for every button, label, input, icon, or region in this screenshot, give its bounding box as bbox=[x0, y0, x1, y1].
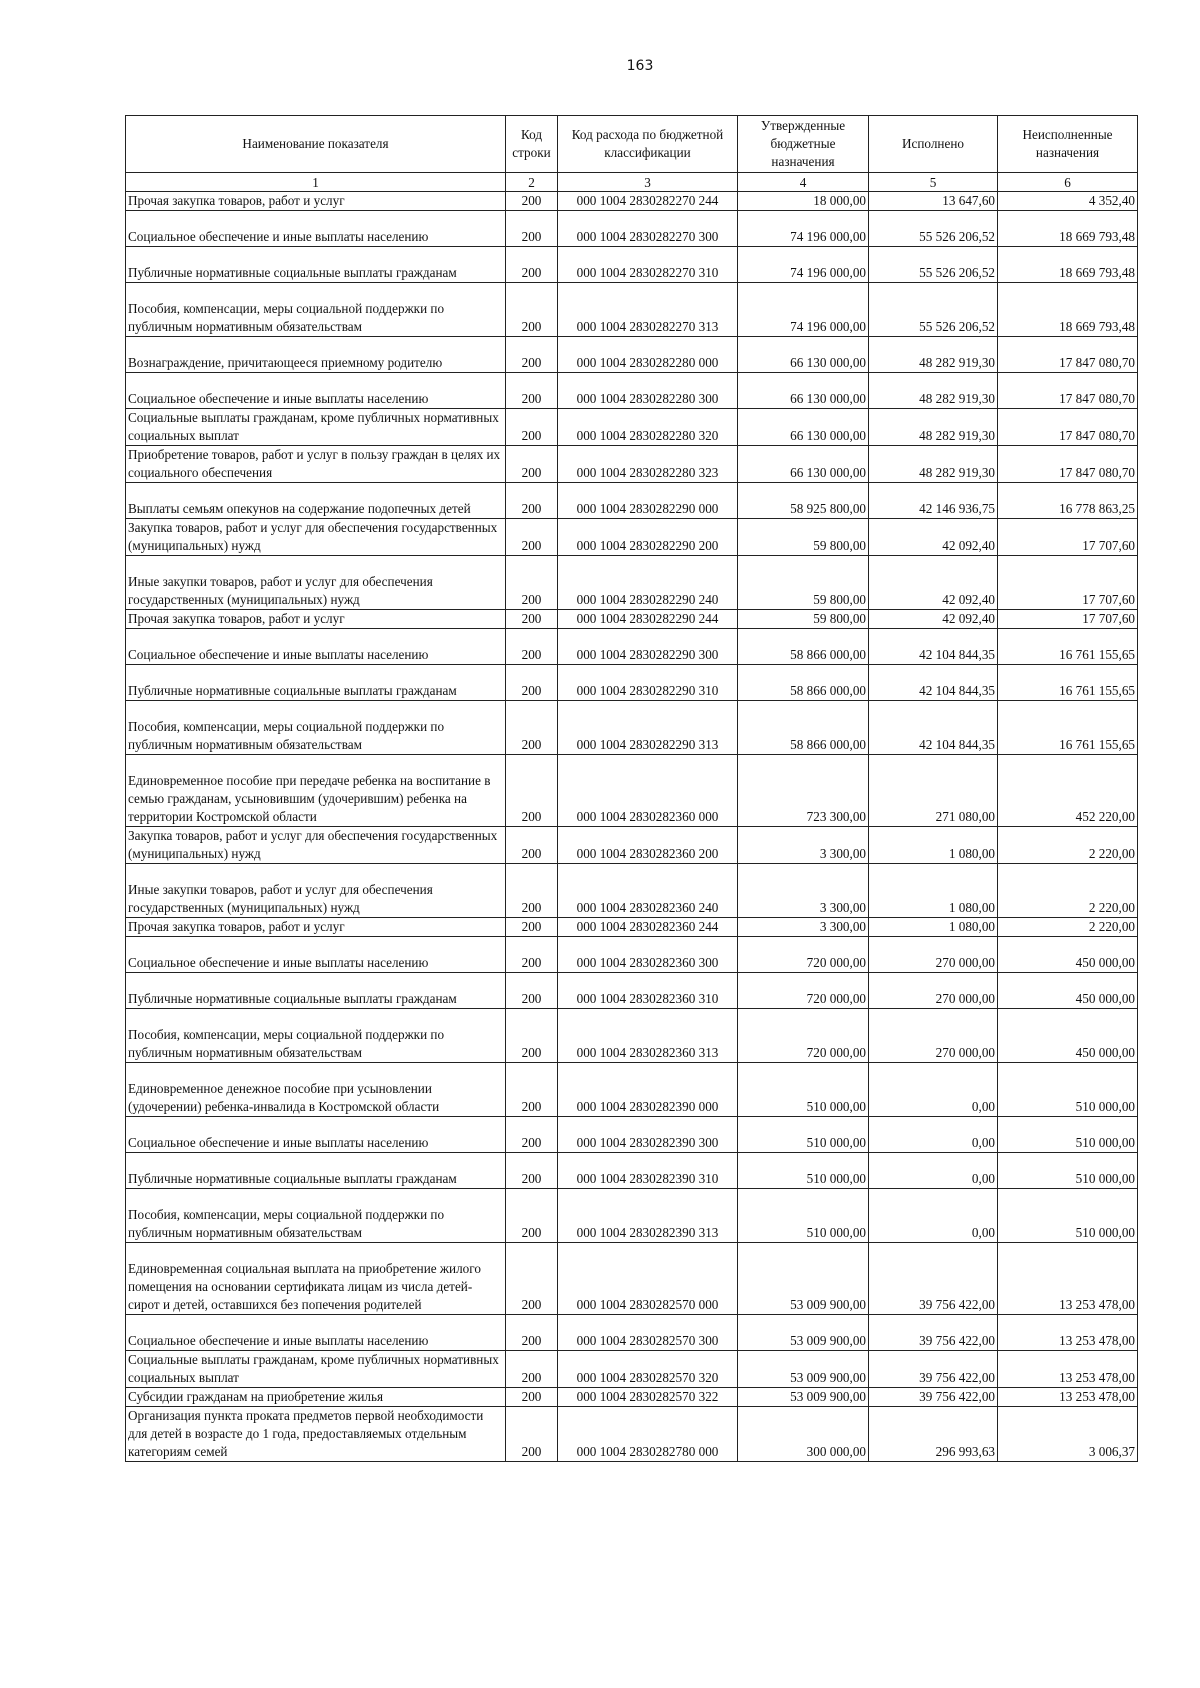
table-row bbox=[126, 973, 1138, 1009]
row-approved: 3 300,00 bbox=[738, 864, 869, 918]
row-name: Социальное обеспечение и иные выплаты населению bbox=[126, 211, 506, 247]
row-line-code: 200 bbox=[506, 192, 558, 211]
row-classification-code: 000 1004 2830282360 300 bbox=[558, 937, 738, 973]
row-classification-code: 000 1004 2830282270 244 bbox=[558, 192, 738, 211]
row-executed: 48 282 919,30 bbox=[869, 337, 998, 373]
column-number: 5 bbox=[869, 173, 998, 192]
row-name: Социальное обеспечение и иные выплаты населению bbox=[126, 1117, 506, 1153]
row-unexecuted: 18 669 793,48 bbox=[998, 283, 1138, 337]
row-approved: 66 130 000,00 bbox=[738, 373, 869, 409]
row-unexecuted: 13 253 478,00 bbox=[998, 1243, 1138, 1315]
row-approved: 53 009 900,00 bbox=[738, 1315, 869, 1351]
row-name: Социальное обеспечение и иные выплаты населению bbox=[126, 373, 506, 409]
row-executed: 0,00 bbox=[869, 1063, 998, 1117]
table-row bbox=[126, 283, 1138, 337]
row-classification-code: 000 1004 2830282270 300 bbox=[558, 211, 738, 247]
row-line-code: 200 bbox=[506, 701, 558, 755]
row-approved: 59 800,00 bbox=[738, 556, 869, 610]
header-executed: Исполнено bbox=[869, 116, 998, 173]
column-number: 2 bbox=[506, 173, 558, 192]
table-row bbox=[126, 519, 1138, 556]
row-unexecuted: 510 000,00 bbox=[998, 1189, 1138, 1243]
table-row bbox=[126, 1388, 1138, 1407]
row-executed: 42 104 844,35 bbox=[869, 701, 998, 755]
row-name: Социальное обеспечение и иные выплаты населению bbox=[126, 1315, 506, 1351]
row-approved: 74 196 000,00 bbox=[738, 211, 869, 247]
row-line-code: 200 bbox=[506, 1117, 558, 1153]
row-executed: 0,00 bbox=[869, 1117, 998, 1153]
table-row bbox=[126, 1315, 1138, 1351]
row-name: Пособия, компенсации, меры социальной поддержки по публичным нормативным обязательствам bbox=[126, 701, 506, 755]
row-name: Закупка товаров, работ и услуг для обеспечения государственных (муниципальных) нужд bbox=[126, 827, 506, 864]
row-executed: 42 092,40 bbox=[869, 610, 998, 629]
row-executed: 39 756 422,00 bbox=[869, 1388, 998, 1407]
row-classification-code: 000 1004 2830282390 300 bbox=[558, 1117, 738, 1153]
row-unexecuted: 18 669 793,48 bbox=[998, 211, 1138, 247]
row-classification-code: 000 1004 2830282280 000 bbox=[558, 337, 738, 373]
row-classification-code: 000 1004 2830282360 313 bbox=[558, 1009, 738, 1063]
row-name: Приобретение товаров, работ и услуг в пользу граждан в целях их социального обеспечения bbox=[126, 446, 506, 483]
header-approved: Утвержденные бюджетные назначения bbox=[738, 116, 869, 173]
row-line-code: 200 bbox=[506, 864, 558, 918]
row-executed: 48 282 919,30 bbox=[869, 373, 998, 409]
row-line-code: 200 bbox=[506, 373, 558, 409]
row-unexecuted: 450 000,00 bbox=[998, 1009, 1138, 1063]
row-name: Публичные нормативные социальные выплаты гражданам bbox=[126, 247, 506, 283]
row-line-code: 200 bbox=[506, 629, 558, 665]
row-unexecuted: 16 761 155,65 bbox=[998, 701, 1138, 755]
table-row bbox=[126, 247, 1138, 283]
row-approved: 723 300,00 bbox=[738, 755, 869, 827]
row-classification-code: 000 1004 2830282570 000 bbox=[558, 1243, 738, 1315]
row-unexecuted: 3 006,37 bbox=[998, 1407, 1138, 1462]
row-line-code: 200 bbox=[506, 247, 558, 283]
row-line-code: 200 bbox=[506, 211, 558, 247]
row-unexecuted: 2 220,00 bbox=[998, 864, 1138, 918]
row-executed: 55 526 206,52 bbox=[869, 283, 998, 337]
row-unexecuted: 510 000,00 bbox=[998, 1063, 1138, 1117]
header-line-code: Код строки bbox=[506, 116, 558, 173]
row-approved: 510 000,00 bbox=[738, 1117, 869, 1153]
row-unexecuted: 17 707,60 bbox=[998, 556, 1138, 610]
row-unexecuted: 452 220,00 bbox=[998, 755, 1138, 827]
row-line-code: 200 bbox=[506, 1189, 558, 1243]
column-number-row bbox=[126, 173, 1138, 192]
row-classification-code: 000 1004 2830282570 300 bbox=[558, 1315, 738, 1351]
header-name: Наименование показателя bbox=[126, 116, 506, 173]
row-executed: 39 756 422,00 bbox=[869, 1243, 998, 1315]
row-classification-code: 000 1004 2830282390 310 bbox=[558, 1153, 738, 1189]
row-unexecuted: 16 778 863,25 bbox=[998, 483, 1138, 519]
row-unexecuted: 16 761 155,65 bbox=[998, 629, 1138, 665]
table-row bbox=[126, 192, 1138, 211]
row-line-code: 200 bbox=[506, 483, 558, 519]
table-row bbox=[126, 1189, 1138, 1243]
row-name: Организация пункта проката предметов первой необходимости для детей в возрасте до 1 года, предоставляемых отдельным категориям семей bbox=[126, 1407, 506, 1462]
row-name: Прочая закупка товаров, работ и услуг bbox=[126, 918, 506, 937]
row-classification-code: 000 1004 2830282360 200 bbox=[558, 827, 738, 864]
table-row bbox=[126, 1117, 1138, 1153]
row-unexecuted: 16 761 155,65 bbox=[998, 665, 1138, 701]
row-approved: 66 130 000,00 bbox=[738, 337, 869, 373]
row-name: Субсидии гражданам на приобретение жилья bbox=[126, 1388, 506, 1407]
row-approved: 300 000,00 bbox=[738, 1407, 869, 1462]
row-executed: 1 080,00 bbox=[869, 864, 998, 918]
row-executed: 42 104 844,35 bbox=[869, 665, 998, 701]
row-classification-code: 000 1004 2830282290 244 bbox=[558, 610, 738, 629]
row-approved: 510 000,00 bbox=[738, 1189, 869, 1243]
row-name: Прочая закупка товаров, работ и услуг bbox=[126, 192, 506, 211]
row-line-code: 200 bbox=[506, 1063, 558, 1117]
row-classification-code: 000 1004 2830282360 244 bbox=[558, 918, 738, 937]
row-classification-code: 000 1004 2830282290 310 bbox=[558, 665, 738, 701]
row-approved: 74 196 000,00 bbox=[738, 247, 869, 283]
row-approved: 720 000,00 bbox=[738, 973, 869, 1009]
row-classification-code: 000 1004 2830282390 313 bbox=[558, 1189, 738, 1243]
row-unexecuted: 510 000,00 bbox=[998, 1117, 1138, 1153]
table-row bbox=[126, 1243, 1138, 1315]
row-name: Единовременное денежное пособие при усыновлении (удочерении) ребенка-инвалида в Костромской области bbox=[126, 1063, 506, 1117]
row-line-code: 200 bbox=[506, 1315, 558, 1351]
row-unexecuted: 17 707,60 bbox=[998, 610, 1138, 629]
row-approved: 58 866 000,00 bbox=[738, 629, 869, 665]
table-row bbox=[126, 864, 1138, 918]
row-unexecuted: 17 847 080,70 bbox=[998, 337, 1138, 373]
header-unexecuted: Неисполненные назначения bbox=[998, 116, 1138, 173]
row-classification-code: 000 1004 2830282360 310 bbox=[558, 973, 738, 1009]
row-approved: 59 800,00 bbox=[738, 610, 869, 629]
column-number: 6 bbox=[998, 173, 1138, 192]
row-classification-code: 000 1004 2830282290 240 bbox=[558, 556, 738, 610]
table-body bbox=[126, 192, 1138, 1462]
row-approved: 53 009 900,00 bbox=[738, 1351, 869, 1388]
column-number: 3 bbox=[558, 173, 738, 192]
row-name: Выплаты семьям опекунов на содержание подопечных детей bbox=[126, 483, 506, 519]
row-line-code: 200 bbox=[506, 446, 558, 483]
table-row bbox=[126, 755, 1138, 827]
row-line-code: 200 bbox=[506, 337, 558, 373]
row-unexecuted: 2 220,00 bbox=[998, 918, 1138, 937]
row-executed: 1 080,00 bbox=[869, 918, 998, 937]
row-classification-code: 000 1004 2830282570 320 bbox=[558, 1351, 738, 1388]
row-line-code: 200 bbox=[506, 937, 558, 973]
row-approved: 66 130 000,00 bbox=[738, 446, 869, 483]
row-classification-code: 000 1004 2830282280 320 bbox=[558, 409, 738, 446]
row-approved: 66 130 000,00 bbox=[738, 409, 869, 446]
row-approved: 58 925 800,00 bbox=[738, 483, 869, 519]
row-name: Вознаграждение, причитающееся приемному родителю bbox=[126, 337, 506, 373]
row-unexecuted: 4 352,40 bbox=[998, 192, 1138, 211]
row-line-code: 200 bbox=[506, 610, 558, 629]
row-unexecuted: 450 000,00 bbox=[998, 973, 1138, 1009]
column-number: 4 bbox=[738, 173, 869, 192]
row-approved: 3 300,00 bbox=[738, 918, 869, 937]
row-classification-code: 000 1004 2830282270 313 bbox=[558, 283, 738, 337]
row-classification-code: 000 1004 2830282570 322 bbox=[558, 1388, 738, 1407]
row-classification-code: 000 1004 2830282270 310 bbox=[558, 247, 738, 283]
row-approved: 720 000,00 bbox=[738, 1009, 869, 1063]
row-executed: 42 146 936,75 bbox=[869, 483, 998, 519]
row-approved: 18 000,00 bbox=[738, 192, 869, 211]
row-line-code: 200 bbox=[506, 1243, 558, 1315]
row-classification-code: 000 1004 2830282280 323 bbox=[558, 446, 738, 483]
row-name: Единовременное пособие при передаче ребенка на воспитание в семью гражданам, усыновившим (удочерившим) ребенка на территории Костромской области bbox=[126, 755, 506, 827]
row-name: Публичные нормативные социальные выплаты гражданам bbox=[126, 1153, 506, 1189]
row-unexecuted: 2 220,00 bbox=[998, 827, 1138, 864]
table-row bbox=[126, 918, 1138, 937]
row-unexecuted: 17 847 080,70 bbox=[998, 409, 1138, 446]
table-row bbox=[126, 1351, 1138, 1388]
row-name: Социальное обеспечение и иные выплаты населению bbox=[126, 937, 506, 973]
row-approved: 53 009 900,00 bbox=[738, 1243, 869, 1315]
row-executed: 55 526 206,52 bbox=[869, 247, 998, 283]
table-row bbox=[126, 665, 1138, 701]
row-classification-code: 000 1004 2830282360 000 bbox=[558, 755, 738, 827]
row-line-code: 200 bbox=[506, 519, 558, 556]
table-row bbox=[126, 1063, 1138, 1117]
row-name: Пособия, компенсации, меры социальной поддержки по публичным нормативным обязательствам bbox=[126, 1009, 506, 1063]
row-line-code: 200 bbox=[506, 918, 558, 937]
table-row bbox=[126, 373, 1138, 409]
row-unexecuted: 450 000,00 bbox=[998, 937, 1138, 973]
budget-execution-table bbox=[125, 115, 1138, 1462]
header-classification-code: Код расхода по бюджетной классификации bbox=[558, 116, 738, 173]
row-line-code: 200 bbox=[506, 973, 558, 1009]
row-executed: 296 993,63 bbox=[869, 1407, 998, 1462]
row-line-code: 200 bbox=[506, 409, 558, 446]
row-executed: 42 104 844,35 bbox=[869, 629, 998, 665]
row-executed: 13 647,60 bbox=[869, 192, 998, 211]
row-name: Закупка товаров, работ и услуг для обеспечения государственных (муниципальных) нужд bbox=[126, 519, 506, 556]
row-name: Социальные выплаты гражданам, кроме публичных нормативных социальных выплат bbox=[126, 409, 506, 446]
table-row bbox=[126, 1407, 1138, 1462]
column-number: 1 bbox=[126, 173, 506, 192]
row-classification-code: 000 1004 2830282290 313 bbox=[558, 701, 738, 755]
row-approved: 58 866 000,00 bbox=[738, 701, 869, 755]
row-unexecuted: 18 669 793,48 bbox=[998, 247, 1138, 283]
table-row bbox=[126, 610, 1138, 629]
row-approved: 510 000,00 bbox=[738, 1153, 869, 1189]
row-classification-code: 000 1004 2830282290 300 bbox=[558, 629, 738, 665]
table-row bbox=[126, 446, 1138, 483]
row-classification-code: 000 1004 2830282280 300 bbox=[558, 373, 738, 409]
table-row bbox=[126, 556, 1138, 610]
row-approved: 510 000,00 bbox=[738, 1063, 869, 1117]
row-name: Единовременная социальная выплата на приобретение жилого помещения на основании сертификата лицам из числа детей-сирот и детей, оставшихся без попечения родителей bbox=[126, 1243, 506, 1315]
table-row bbox=[126, 629, 1138, 665]
row-unexecuted: 17 847 080,70 bbox=[998, 446, 1138, 483]
table-row bbox=[126, 337, 1138, 373]
table-row bbox=[126, 409, 1138, 446]
row-unexecuted: 13 253 478,00 bbox=[998, 1388, 1138, 1407]
row-approved: 59 800,00 bbox=[738, 519, 869, 556]
row-executed: 1 080,00 bbox=[869, 827, 998, 864]
row-executed: 39 756 422,00 bbox=[869, 1315, 998, 1351]
table-row bbox=[126, 1153, 1138, 1189]
row-classification-code: 000 1004 2830282780 000 bbox=[558, 1407, 738, 1462]
row-line-code: 200 bbox=[506, 1351, 558, 1388]
row-classification-code: 000 1004 2830282360 240 bbox=[558, 864, 738, 918]
row-executed: 42 092,40 bbox=[869, 556, 998, 610]
row-name: Прочая закупка товаров, работ и услуг bbox=[126, 610, 506, 629]
row-unexecuted: 13 253 478,00 bbox=[998, 1351, 1138, 1388]
row-name: Публичные нормативные социальные выплаты гражданам bbox=[126, 973, 506, 1009]
header-row bbox=[126, 116, 1138, 173]
row-unexecuted: 17 707,60 bbox=[998, 519, 1138, 556]
row-approved: 53 009 900,00 bbox=[738, 1388, 869, 1407]
row-classification-code: 000 1004 2830282290 000 bbox=[558, 483, 738, 519]
row-name: Пособия, компенсации, меры социальной поддержки по публичным нормативным обязательствам bbox=[126, 1189, 506, 1243]
row-name: Публичные нормативные социальные выплаты гражданам bbox=[126, 665, 506, 701]
row-unexecuted: 13 253 478,00 bbox=[998, 1315, 1138, 1351]
row-name: Социальное обеспечение и иные выплаты населению bbox=[126, 629, 506, 665]
row-name: Пособия, компенсации, меры социальной поддержки по публичным нормативным обязательствам bbox=[126, 283, 506, 337]
row-executed: 270 000,00 bbox=[869, 1009, 998, 1063]
row-classification-code: 000 1004 2830282290 200 bbox=[558, 519, 738, 556]
table-row bbox=[126, 1009, 1138, 1063]
row-executed: 271 080,00 bbox=[869, 755, 998, 827]
row-line-code: 200 bbox=[506, 1009, 558, 1063]
row-line-code: 200 bbox=[506, 1388, 558, 1407]
row-approved: 74 196 000,00 bbox=[738, 283, 869, 337]
row-line-code: 200 bbox=[506, 1407, 558, 1462]
row-executed: 42 092,40 bbox=[869, 519, 998, 556]
page-number: 163 bbox=[626, 58, 654, 74]
row-executed: 0,00 bbox=[869, 1153, 998, 1189]
row-approved: 720 000,00 bbox=[738, 937, 869, 973]
row-executed: 55 526 206,52 bbox=[869, 211, 998, 247]
row-executed: 270 000,00 bbox=[869, 937, 998, 973]
row-executed: 0,00 bbox=[869, 1189, 998, 1243]
row-executed: 48 282 919,30 bbox=[869, 446, 998, 483]
row-unexecuted: 17 847 080,70 bbox=[998, 373, 1138, 409]
table-row bbox=[126, 827, 1138, 864]
row-line-code: 200 bbox=[506, 556, 558, 610]
table-row bbox=[126, 701, 1138, 755]
table-row bbox=[126, 937, 1138, 973]
row-executed: 48 282 919,30 bbox=[869, 409, 998, 446]
row-line-code: 200 bbox=[506, 665, 558, 701]
row-unexecuted: 510 000,00 bbox=[998, 1153, 1138, 1189]
row-executed: 270 000,00 bbox=[869, 973, 998, 1009]
row-name: Иные закупки товаров, работ и услуг для обеспечения государственных (муниципальных) нужд bbox=[126, 556, 506, 610]
row-approved: 3 300,00 bbox=[738, 827, 869, 864]
row-name: Иные закупки товаров, работ и услуг для обеспечения государственных (муниципальных) нужд bbox=[126, 864, 506, 918]
row-classification-code: 000 1004 2830282390 000 bbox=[558, 1063, 738, 1117]
row-line-code: 200 bbox=[506, 1153, 558, 1189]
table-row bbox=[126, 483, 1138, 519]
row-line-code: 200 bbox=[506, 755, 558, 827]
row-line-code: 200 bbox=[506, 283, 558, 337]
row-name: Социальные выплаты гражданам, кроме публичных нормативных социальных выплат bbox=[126, 1351, 506, 1388]
table-row bbox=[126, 211, 1138, 247]
row-line-code: 200 bbox=[506, 827, 558, 864]
row-approved: 58 866 000,00 bbox=[738, 665, 869, 701]
row-executed: 39 756 422,00 bbox=[869, 1351, 998, 1388]
